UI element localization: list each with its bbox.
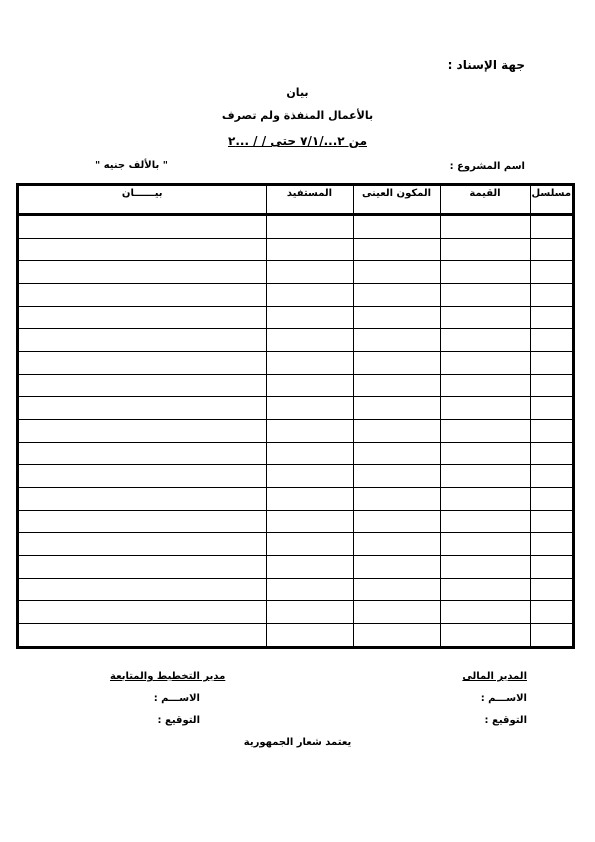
table-cell[interactable] xyxy=(19,215,266,239)
table-cell[interactable] xyxy=(530,261,572,284)
document-title: بيان xyxy=(286,86,309,99)
table-cell[interactable] xyxy=(353,420,440,443)
works-table xyxy=(19,186,572,646)
table-cell[interactable] xyxy=(530,397,572,420)
table-row xyxy=(19,352,572,375)
table-cell[interactable] xyxy=(266,488,353,511)
table-cell[interactable] xyxy=(440,420,530,443)
column-header-in-kind-component: المكون العينى xyxy=(353,186,440,215)
table-cell[interactable] xyxy=(353,261,440,284)
table-cell[interactable] xyxy=(266,556,353,579)
table-cell[interactable] xyxy=(440,284,530,307)
table-cell[interactable] xyxy=(353,442,440,465)
table-body xyxy=(19,215,572,647)
table-cell[interactable] xyxy=(19,533,266,556)
table-cell[interactable] xyxy=(530,578,572,601)
table-cell[interactable] xyxy=(530,238,572,261)
table-cell[interactable] xyxy=(353,465,440,488)
table-row xyxy=(19,601,572,624)
table-cell[interactable] xyxy=(266,420,353,443)
table-row xyxy=(19,578,572,601)
table-cell[interactable] xyxy=(266,306,353,329)
table-row xyxy=(19,442,572,465)
table-cell[interactable] xyxy=(353,215,440,239)
table-cell[interactable] xyxy=(266,352,353,375)
planning-manager-name-label: الاســـم : xyxy=(153,693,200,704)
table-cell[interactable] xyxy=(440,397,530,420)
table-cell[interactable] xyxy=(19,261,266,284)
table-cell[interactable] xyxy=(440,374,530,397)
table-cell[interactable] xyxy=(19,465,266,488)
table-row xyxy=(19,556,572,579)
table-cell[interactable] xyxy=(266,215,353,239)
table-cell[interactable] xyxy=(19,510,266,533)
table-cell[interactable] xyxy=(353,510,440,533)
table-cell[interactable] xyxy=(353,284,440,307)
table-cell[interactable] xyxy=(266,284,353,307)
planning-manager-title: مدير التخطيط والمتابعة xyxy=(110,671,226,682)
financial-manager-name-label: الاســـم : xyxy=(480,693,527,704)
table-cell[interactable] xyxy=(440,556,530,579)
table-cell[interactable] xyxy=(440,601,530,624)
table-cell[interactable] xyxy=(353,397,440,420)
table-cell[interactable] xyxy=(19,442,266,465)
table-cell[interactable] xyxy=(19,420,266,443)
table-cell[interactable] xyxy=(266,601,353,624)
table-cell[interactable] xyxy=(440,215,530,239)
table-cell[interactable] xyxy=(266,397,353,420)
table-cell[interactable] xyxy=(266,624,353,646)
works-table-frame xyxy=(16,183,575,649)
table-cell[interactable] xyxy=(19,578,266,601)
table-cell[interactable] xyxy=(440,442,530,465)
document-subtitle: بالأعمال المنفذة ولم تصرف xyxy=(221,109,374,122)
financial-manager-title: المدير المالى xyxy=(462,671,527,682)
table-cell[interactable] xyxy=(530,352,572,375)
table-cell[interactable] xyxy=(440,306,530,329)
table-row xyxy=(19,533,572,556)
table-cell[interactable] xyxy=(19,624,266,646)
table-cell[interactable] xyxy=(440,465,530,488)
table-cell[interactable] xyxy=(530,601,572,624)
table-cell[interactable] xyxy=(19,488,266,511)
table-cell[interactable] xyxy=(266,442,353,465)
table-row xyxy=(19,510,572,533)
table-cell[interactable] xyxy=(19,556,266,579)
table-cell[interactable] xyxy=(19,306,266,329)
table-cell[interactable] xyxy=(353,238,440,261)
issuer-label: جهة الإسناد : xyxy=(447,58,525,72)
table-row xyxy=(19,488,572,511)
table-cell[interactable] xyxy=(19,238,266,261)
table-cell[interactable] xyxy=(353,374,440,397)
table-row xyxy=(19,238,572,261)
table-cell[interactable] xyxy=(530,556,572,579)
planning-manager-signature-label: التوقيع : xyxy=(157,715,200,726)
table-cell[interactable] xyxy=(19,397,266,420)
table-cell[interactable] xyxy=(19,329,266,352)
table-cell[interactable] xyxy=(353,624,440,646)
table-cell[interactable] xyxy=(266,578,353,601)
project-name-label: اسم المشروع : xyxy=(449,161,525,172)
table-cell[interactable] xyxy=(353,306,440,329)
table-cell[interactable] xyxy=(530,465,572,488)
republic-seal-note: يعتمد شعار الجمهورية xyxy=(243,737,352,748)
table-cell[interactable] xyxy=(440,533,530,556)
table-cell[interactable] xyxy=(440,510,530,533)
financial-manager-signature-label: التوقيع : xyxy=(484,715,527,726)
table-cell[interactable] xyxy=(19,352,266,375)
table-row xyxy=(19,284,572,307)
table-row xyxy=(19,215,572,239)
table-cell[interactable] xyxy=(266,261,353,284)
table-cell[interactable] xyxy=(440,624,530,646)
table-header-row xyxy=(19,186,572,215)
table-cell[interactable] xyxy=(530,420,572,443)
column-header-beneficiary: المستفيد xyxy=(266,186,353,215)
table-cell[interactable] xyxy=(440,261,530,284)
table-cell[interactable] xyxy=(353,601,440,624)
table-cell[interactable] xyxy=(440,329,530,352)
table-cell[interactable] xyxy=(266,533,353,556)
table-cell[interactable] xyxy=(530,510,572,533)
column-header-serial: مسلسل xyxy=(530,186,572,215)
table-cell[interactable] xyxy=(266,329,353,352)
table-cell[interactable] xyxy=(353,578,440,601)
table-cell[interactable] xyxy=(530,624,572,646)
table-row xyxy=(19,329,572,352)
table-cell[interactable] xyxy=(266,510,353,533)
table-cell[interactable] xyxy=(353,533,440,556)
table-cell[interactable] xyxy=(530,374,572,397)
period-line: من ٢...‏/٧/١ حتى ‏/ ‏/ ...٢ xyxy=(228,134,367,148)
table-cell[interactable] xyxy=(440,238,530,261)
table-cell[interactable] xyxy=(266,238,353,261)
table-cell[interactable] xyxy=(440,578,530,601)
table-row xyxy=(19,624,572,646)
table-cell[interactable] xyxy=(530,488,572,511)
table-cell[interactable] xyxy=(266,374,353,397)
table-cell[interactable] xyxy=(353,556,440,579)
table-cell[interactable] xyxy=(266,465,353,488)
table-row xyxy=(19,374,572,397)
table-cell[interactable] xyxy=(19,374,266,397)
table-row xyxy=(19,397,572,420)
table-row xyxy=(19,306,572,329)
column-header-description: بيــــــان xyxy=(19,186,266,215)
table-cell[interactable] xyxy=(530,306,572,329)
table-cell[interactable] xyxy=(530,215,572,239)
table-cell[interactable] xyxy=(530,533,572,556)
table-cell[interactable] xyxy=(19,601,266,624)
table-cell[interactable] xyxy=(530,329,572,352)
currency-unit-note: " بالألف جنيه " xyxy=(95,160,168,171)
table-cell[interactable] xyxy=(440,352,530,375)
table-cell[interactable] xyxy=(353,488,440,511)
table-cell[interactable] xyxy=(530,284,572,307)
table-row xyxy=(19,261,572,284)
table-cell[interactable] xyxy=(353,352,440,375)
table-cell[interactable] xyxy=(353,329,440,352)
table-cell[interactable] xyxy=(440,488,530,511)
table-cell[interactable] xyxy=(530,442,572,465)
table-row xyxy=(19,465,572,488)
table-row xyxy=(19,420,572,443)
column-header-value: القيمة xyxy=(440,186,530,215)
table-cell[interactable] xyxy=(19,284,266,307)
